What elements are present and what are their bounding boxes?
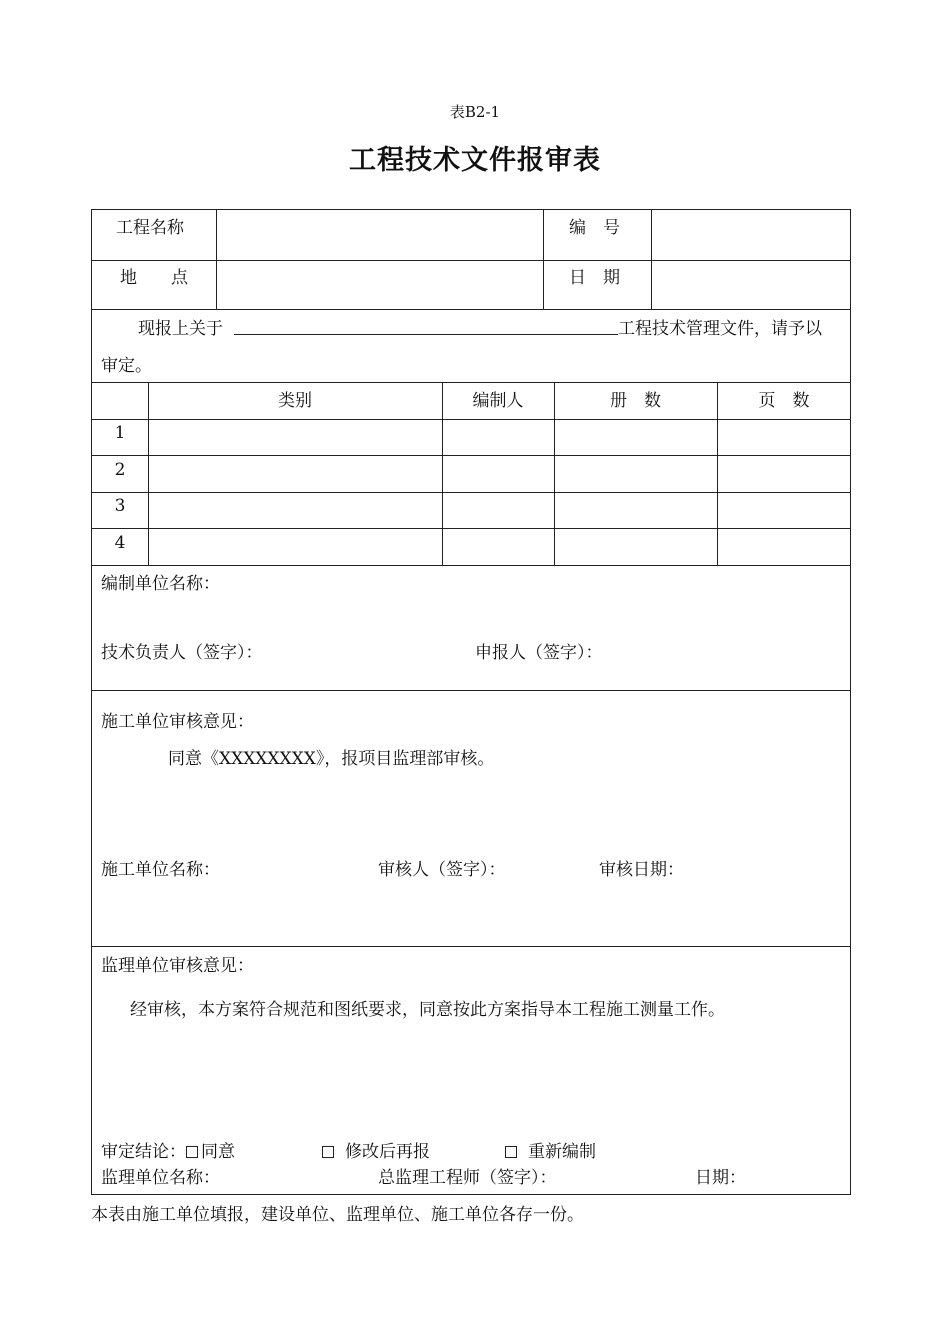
- row-number: 4: [114, 533, 126, 553]
- project-name-label: 工程名称: [116, 218, 184, 238]
- header-compiler: 编制人: [472, 391, 524, 411]
- request-line2: 审定。: [101, 356, 152, 376]
- chief-engineer-signature-label: 总监理工程师（签字）：: [378, 1168, 557, 1188]
- header-category: 类别: [278, 391, 312, 411]
- number-label: 编 号: [569, 218, 620, 238]
- row-number: 3: [114, 496, 126, 516]
- compiler-unit-label: 编制单位名称：: [101, 574, 220, 594]
- recompile-checkbox[interactable]: [505, 1146, 517, 1158]
- supervisor-review-heading: 监理单位审核意见：: [101, 956, 254, 976]
- conclusion-label: 审定结论：: [101, 1142, 186, 1162]
- supervisor-unit-label: 监理单位名称：: [101, 1168, 220, 1188]
- supervisor-date-label: 日期：: [695, 1168, 746, 1188]
- recompile-option: [505, 1137, 596, 1162]
- header-pages: 页 数: [758, 391, 810, 411]
- recompile-option-label: 重新编制: [528, 1142, 596, 1162]
- review-form-table: [91, 209, 851, 1195]
- supervisor-opinion: 经审核，本方案符合规范和图纸要求，同意按此方案指导本工程施工测量工作。: [130, 1000, 725, 1020]
- contractor-opinion: 同意《XXXXXXXX》，报项目监理部审核。: [168, 749, 495, 769]
- page-title: 工程技术文件报审表: [349, 145, 601, 176]
- footer-note: 本表由施工单位填报，建设单位、监理单位、施工单位各存一份。: [91, 1205, 584, 1225]
- contractor-review-heading: 施工单位审核意见：: [101, 712, 254, 732]
- request-prefix: 现报上关于: [138, 319, 223, 339]
- contractor-unit-label: 施工单位名称：: [101, 860, 220, 880]
- agree-checkbox[interactable]: [186, 1146, 198, 1158]
- request-suffix: 工程技术管理文件，请予以: [618, 319, 822, 339]
- row-number: 1: [114, 423, 126, 443]
- contractor-reviewer-label: 审核人（签字）：: [378, 860, 506, 880]
- location-label: 地 点: [120, 268, 188, 288]
- revise-option: [322, 1137, 430, 1162]
- header-volumes: 册 数: [610, 391, 661, 411]
- form-number: 表B2-1: [449, 103, 501, 121]
- agree-option-label: 同意: [201, 1142, 235, 1162]
- revise-checkbox[interactable]: [322, 1146, 334, 1158]
- approval-conclusion: [101, 1137, 235, 1162]
- date-label: 日 期: [569, 268, 620, 288]
- contractor-review-date-label: 审核日期：: [599, 860, 684, 880]
- revise-option-label: 修改后再报: [345, 1142, 430, 1162]
- reporter-signature-label: 申报人（签字）：: [475, 643, 603, 663]
- tech-lead-signature-label: 技术负责人（签字）：: [101, 643, 263, 663]
- row-number: 2: [114, 460, 126, 480]
- document-name-blank: [234, 334, 618, 335]
